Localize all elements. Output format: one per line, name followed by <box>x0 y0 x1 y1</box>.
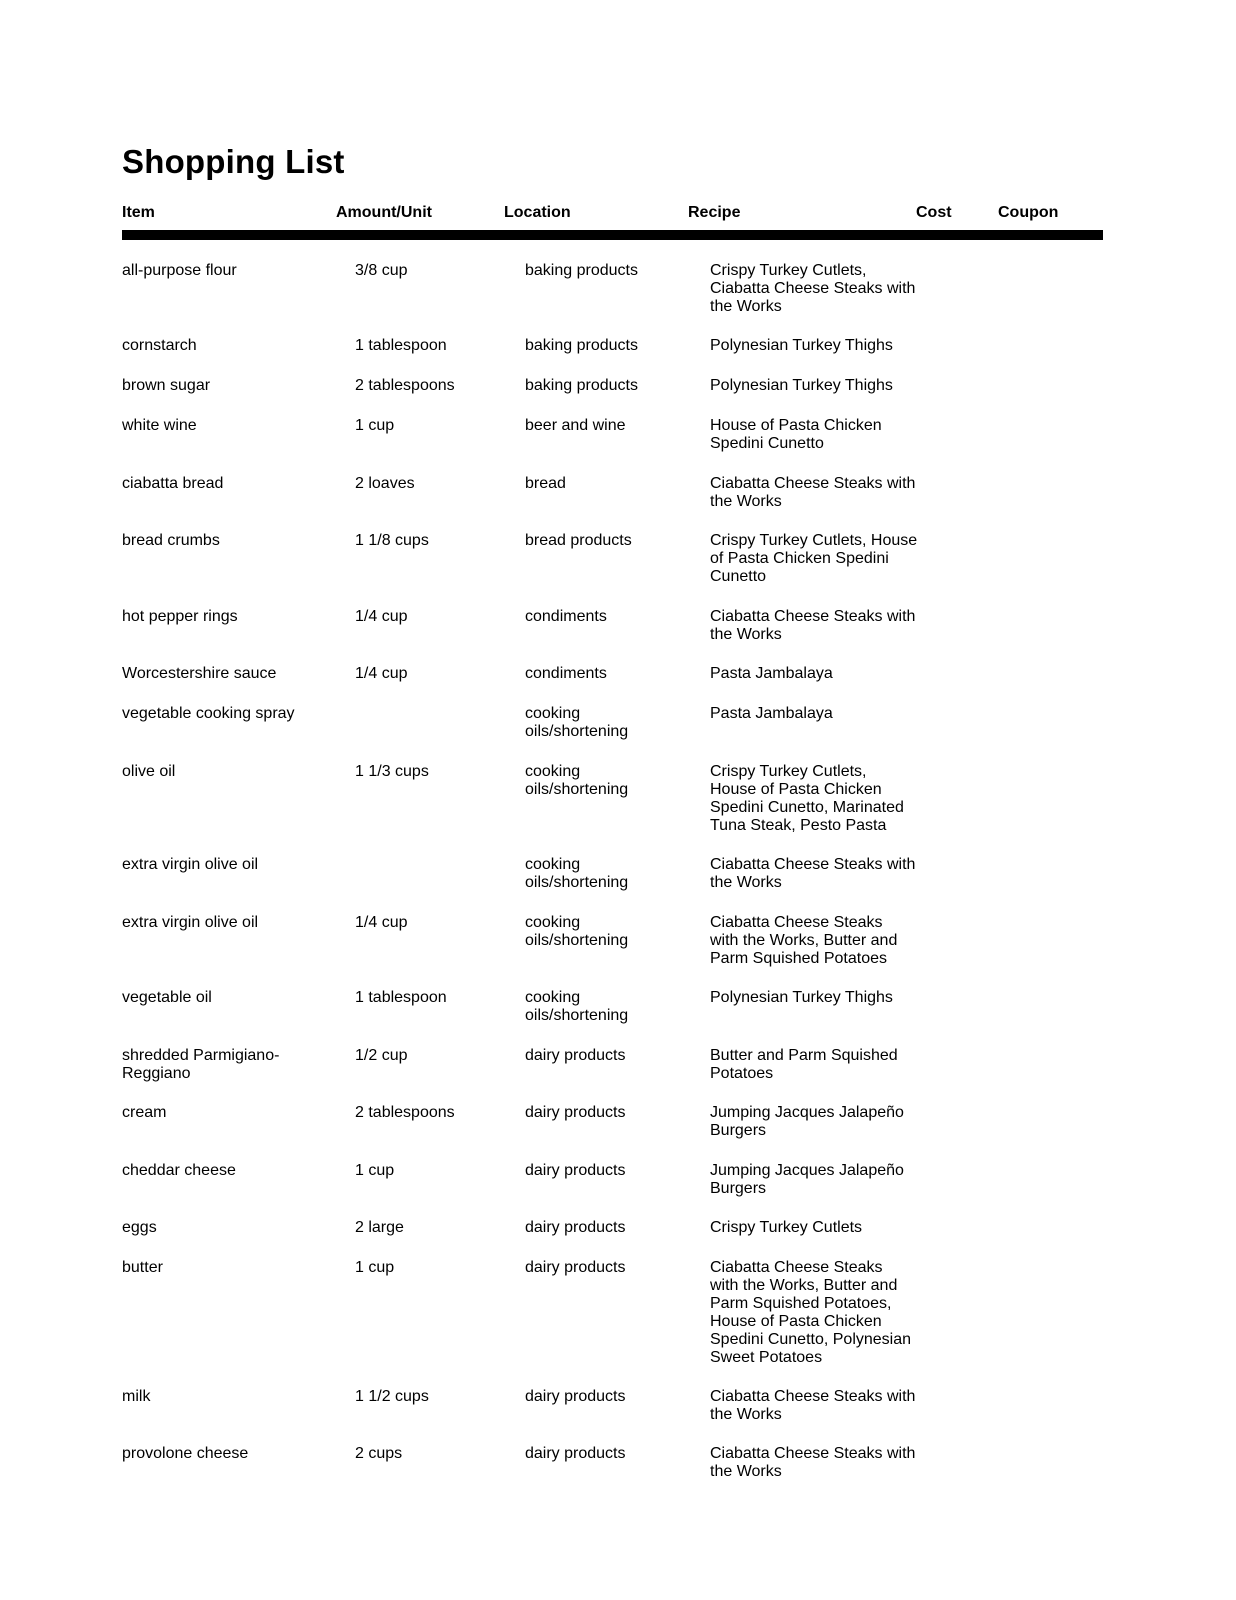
location-cell: dairy products <box>525 1219 626 1236</box>
recipe-cell: Crispy Turkey Cutlets, House of Pasta Chicken Spedini Cunetto <box>710 532 918 585</box>
amount-cell: 2 cups <box>355 1445 403 1462</box>
amount-cell: 1/4 cup <box>355 914 408 931</box>
table-row <box>122 856 1098 914</box>
table-row <box>122 914 1098 989</box>
recipe-cell: Pasta Jambalaya <box>710 665 833 682</box>
location-cell: baking products <box>525 377 638 394</box>
column-header-recipe: Recipe <box>688 204 741 221</box>
column-header-cost: Cost <box>916 204 952 221</box>
page-title: Shopping List <box>122 143 345 180</box>
table-row <box>122 1219 1098 1259</box>
table-row <box>122 262 1098 337</box>
item-cell: bread crumbs <box>122 532 220 549</box>
table-row <box>122 1162 1098 1219</box>
recipe-cell: Jumping Jacques Jalapeño Burgers <box>710 1104 904 1139</box>
recipe-cell: Ciabatta Cheese Steaks with the Works <box>710 1445 916 1480</box>
location-cell: condiments <box>525 608 607 625</box>
location-cell: baking products <box>525 337 638 354</box>
location-cell: cooking oils/shortening <box>525 763 629 798</box>
table-row <box>122 1445 1098 1485</box>
table-row <box>122 665 1098 705</box>
recipe-cell: Polynesian Turkey Thighs <box>710 377 893 394</box>
column-header-coupon: Coupon <box>998 204 1059 221</box>
item-cell: cornstarch <box>122 337 197 354</box>
amount-cell: 2 loaves <box>355 475 415 492</box>
location-cell: cooking oils/shortening <box>525 856 629 891</box>
location-cell: beer and wine <box>525 417 626 434</box>
recipe-cell: Ciabatta Cheese Steaks with the Works <box>710 856 916 891</box>
item-cell: hot pepper rings <box>122 608 238 625</box>
item-cell: cream <box>122 1104 167 1121</box>
column-header-amount: Amount/Unit <box>336 204 432 221</box>
amount-cell: 1 1/2 cups <box>355 1388 429 1405</box>
location-cell: dairy products <box>525 1259 626 1276</box>
amount-cell: 1/4 cup <box>355 665 408 682</box>
amount-cell: 1 cup <box>355 1259 395 1276</box>
location-cell: dairy products <box>525 1162 626 1179</box>
recipe-cell: Ciabatta Cheese Steaks with the Works <box>710 475 916 510</box>
location-cell: baking products <box>525 262 638 279</box>
recipe-cell: Crispy Turkey Cutlets <box>710 1219 863 1236</box>
table-row <box>122 1047 1098 1104</box>
amount-cell: 2 tablespoons <box>355 377 455 394</box>
amount-cell: 1 cup <box>355 1162 395 1179</box>
recipe-cell: Crispy Turkey Cutlets, House of Pasta Chicken Spedini Cunetto, Marinated Tuna Steak, Pesto Pasta <box>710 763 904 834</box>
location-cell: cooking oils/shortening <box>525 989 629 1024</box>
item-cell: vegetable oil <box>122 989 212 1006</box>
recipe-cell: Ciabatta Cheese Steaks with the Works, Butter and Parm Squished Potatoes <box>710 914 898 967</box>
item-cell: milk <box>122 1388 151 1405</box>
table-row <box>122 608 1098 665</box>
table-row <box>122 705 1098 763</box>
column-header-item: Item <box>122 204 155 221</box>
item-cell: cheddar cheese <box>122 1162 236 1179</box>
item-cell: vegetable cooking spray <box>122 705 295 722</box>
amount-cell: 2 large <box>355 1219 404 1236</box>
item-cell: extra virgin olive oil <box>122 914 259 931</box>
table-row <box>122 1259 1098 1388</box>
recipe-cell: Crispy Turkey Cutlets, Ciabatta Cheese Steaks with the Works <box>710 262 916 315</box>
item-cell: eggs <box>122 1219 157 1236</box>
recipe-cell: Ciabatta Cheese Steaks with the Works, Butter and Parm Squished Potatoes, House of Pasta Chicken Spedini Cunetto, Polynesian Sweet Potatoes <box>710 1259 912 1366</box>
amount-cell: 1 tablespoon <box>355 337 447 354</box>
item-cell: ciabatta bread <box>122 475 224 492</box>
column-header-location: Location <box>504 204 571 221</box>
amount-cell: 2 tablespoons <box>355 1104 455 1121</box>
recipe-cell: Ciabatta Cheese Steaks with the Works <box>710 1388 916 1423</box>
item-cell: extra virgin olive oil <box>122 856 259 873</box>
recipe-cell: Ciabatta Cheese Steaks with the Works <box>710 608 916 643</box>
item-cell: olive oil <box>122 763 176 780</box>
amount-cell: 1 tablespoon <box>355 989 447 1006</box>
table-row <box>122 1388 1098 1445</box>
table-row <box>122 763 1098 856</box>
item-cell: shredded Parmigiano-Reggiano <box>122 1047 280 1082</box>
item-cell: all-purpose flour <box>122 262 237 279</box>
recipe-cell: Polynesian Turkey Thighs <box>710 337 893 354</box>
amount-cell: 1 1/3 cups <box>355 763 429 780</box>
table-row <box>122 417 1098 475</box>
table-row <box>122 337 1098 377</box>
item-cell: white wine <box>122 417 197 434</box>
item-cell: brown sugar <box>122 377 211 394</box>
location-cell: dairy products <box>525 1104 626 1121</box>
recipe-cell: House of Pasta Chicken Spedini Cunetto <box>710 417 882 452</box>
amount-cell: 1/2 cup <box>355 1047 408 1064</box>
location-cell: dairy products <box>525 1388 626 1405</box>
recipe-cell: Butter and Parm Squished Potatoes <box>710 1047 898 1082</box>
amount-cell: 3/8 cup <box>355 262 408 279</box>
table-header <box>122 204 1098 228</box>
table-row <box>122 1104 1098 1162</box>
table-row <box>122 532 1098 608</box>
item-cell: provolone cheese <box>122 1445 249 1462</box>
amount-cell: 1 cup <box>355 417 395 434</box>
location-cell: cooking oils/shortening <box>525 705 629 740</box>
shopping-list-table <box>122 262 1098 1485</box>
item-cell: butter <box>122 1259 163 1276</box>
table-row <box>122 989 1098 1047</box>
location-cell: condiments <box>525 665 607 682</box>
recipe-cell: Polynesian Turkey Thighs <box>710 989 893 1006</box>
recipe-cell: Jumping Jacques Jalapeño Burgers <box>710 1162 904 1197</box>
recipe-cell: Pasta Jambalaya <box>710 705 833 722</box>
item-cell: Worcestershire sauce <box>122 665 277 682</box>
location-cell: bread <box>525 475 566 492</box>
header-divider <box>122 230 1103 240</box>
location-cell: cooking oils/shortening <box>525 914 629 949</box>
location-cell: dairy products <box>525 1047 626 1064</box>
table-row <box>122 377 1098 417</box>
table-row <box>122 475 1098 532</box>
location-cell: bread products <box>525 532 632 549</box>
amount-cell: 1 1/8 cups <box>355 532 429 549</box>
location-cell: dairy products <box>525 1445 626 1462</box>
amount-cell: 1/4 cup <box>355 608 408 625</box>
